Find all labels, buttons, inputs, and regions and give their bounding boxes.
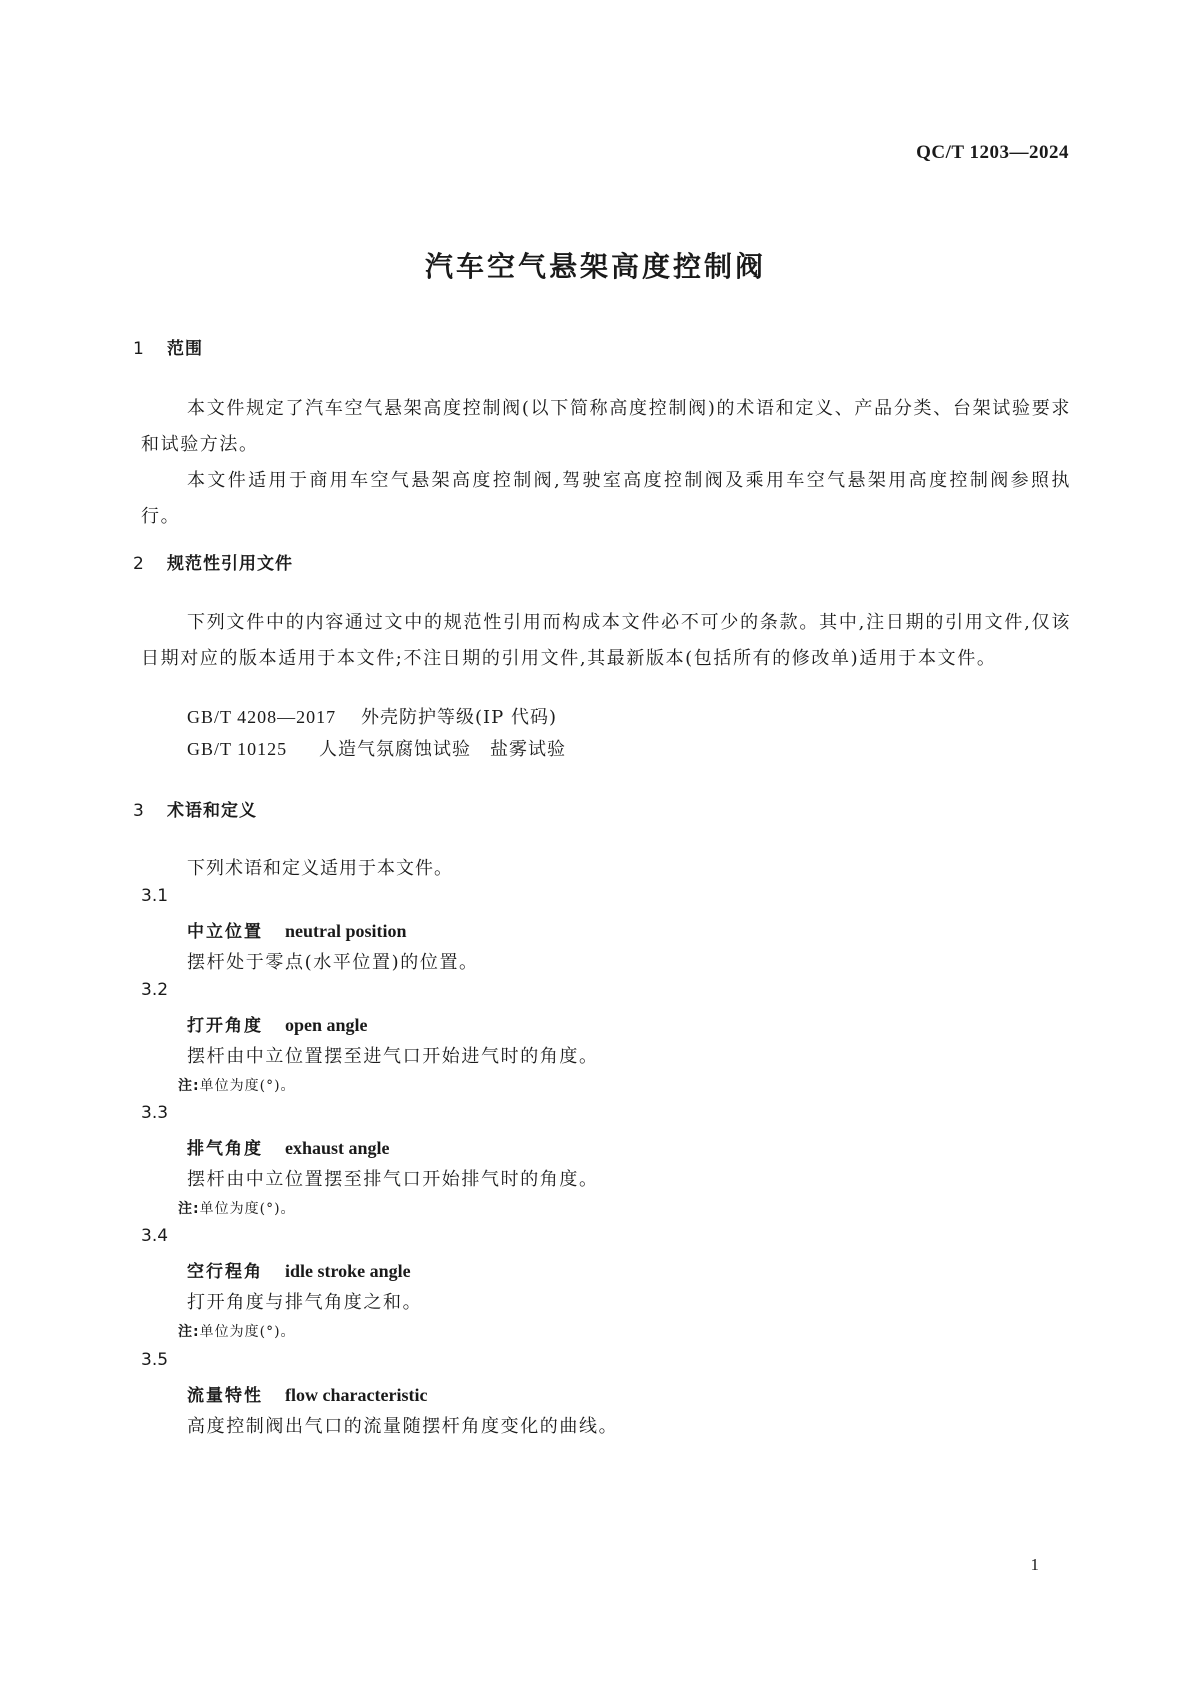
- term-zh: 打开角度: [187, 1016, 263, 1036]
- term-definition: 摆杆由中立位置摆至排气口开始排气时的角度。: [187, 1169, 599, 1190]
- note-text: 单位为度(°)。: [199, 1324, 296, 1340]
- section-number: 2: [133, 554, 145, 574]
- term-zh: 空行程角: [187, 1262, 263, 1282]
- reference-title: 人造气氛腐蚀试验 盐雾试验: [319, 739, 566, 760]
- note-label: 注:: [178, 1078, 200, 1094]
- section-number: 3: [133, 801, 145, 821]
- term-en: open angle: [285, 1015, 368, 1035]
- term-zh: 流量特性: [187, 1386, 263, 1406]
- reference-title: 外壳防护等级(IP 代码): [361, 707, 557, 728]
- references-paragraph: 下列文件中的内容通过文中的规范性引用而构成本文件必不可少的条款。其中,注日期的引用文件,仅该日期对应的版本适用于本文件;不注日期的引用文件,其最新版本(包括所有的修改单)适用于本文件。: [141, 612, 1071, 669]
- reference-code: GB/T 10125: [187, 739, 288, 759]
- term-definition: 摆杆由中立位置摆至进气口开始进气时的角度。: [187, 1046, 599, 1067]
- document-title: 汽车空气悬架高度控制阀: [424, 250, 766, 283]
- section-heading-terms: [133, 796, 257, 821]
- term-en: neutral position: [285, 921, 407, 941]
- term-number: 3.2: [141, 980, 169, 1000]
- standard-code: QC/T 1203—2024: [916, 142, 1069, 163]
- section-title: 规范性引用文件: [167, 554, 293, 574]
- term-title: [187, 1134, 390, 1159]
- note-label: 注:: [178, 1201, 200, 1217]
- term-definition: 摆杆处于零点(水平位置)的位置。: [187, 952, 479, 973]
- term-number: 3.1: [141, 886, 169, 906]
- note-text: 单位为度(°)。: [199, 1078, 296, 1094]
- reference-item: [187, 703, 557, 729]
- section-heading-scope: [133, 334, 203, 359]
- term-title: [187, 917, 407, 942]
- section-heading-normative-references: [133, 549, 293, 574]
- term-note: [178, 1321, 296, 1341]
- term-note: [178, 1075, 296, 1095]
- note-text: 单位为度(°)。: [199, 1201, 296, 1217]
- note-label: 注:: [178, 1324, 200, 1340]
- term-en: exhaust angle: [285, 1138, 390, 1158]
- page-number: 1: [1030, 1555, 1039, 1574]
- term-number: 3.3: [141, 1103, 169, 1123]
- terms-intro: 下列术语和定义适用于本文件。: [187, 858, 453, 879]
- term-definition: 高度控制阀出气口的流量随摆杆角度变化的曲线。: [187, 1416, 619, 1437]
- term-definition: 打开角度与排气角度之和。: [187, 1292, 423, 1313]
- section-number: 1: [133, 339, 145, 359]
- term-zh: 中立位置: [187, 922, 263, 942]
- scope-paragraph-2: 本文件适用于商用车空气悬架高度控制阀,驾驶室高度控制阀及乘用车空气悬架用高度控制阀参照执行。: [141, 470, 1071, 527]
- term-en: flow characteristic: [285, 1385, 428, 1405]
- section-title: 范围: [167, 339, 203, 359]
- term-zh: 排气角度: [187, 1139, 263, 1159]
- term-note: [178, 1198, 296, 1218]
- reference-code: GB/T 4208—2017: [187, 707, 337, 727]
- term-title: [187, 1381, 427, 1406]
- term-title: [187, 1257, 411, 1282]
- section-title: 术语和定义: [167, 801, 257, 821]
- term-title: [187, 1011, 368, 1036]
- term-en: idle stroke angle: [285, 1261, 411, 1281]
- scope-paragraph-1: 本文件规定了汽车空气悬架高度控制阀(以下简称高度控制阀)的术语和定义、产品分类、台架试验要求和试验方法。: [141, 398, 1071, 455]
- reference-item: [187, 735, 566, 761]
- term-number: 3.5: [141, 1350, 169, 1370]
- term-number: 3.4: [141, 1226, 169, 1246]
